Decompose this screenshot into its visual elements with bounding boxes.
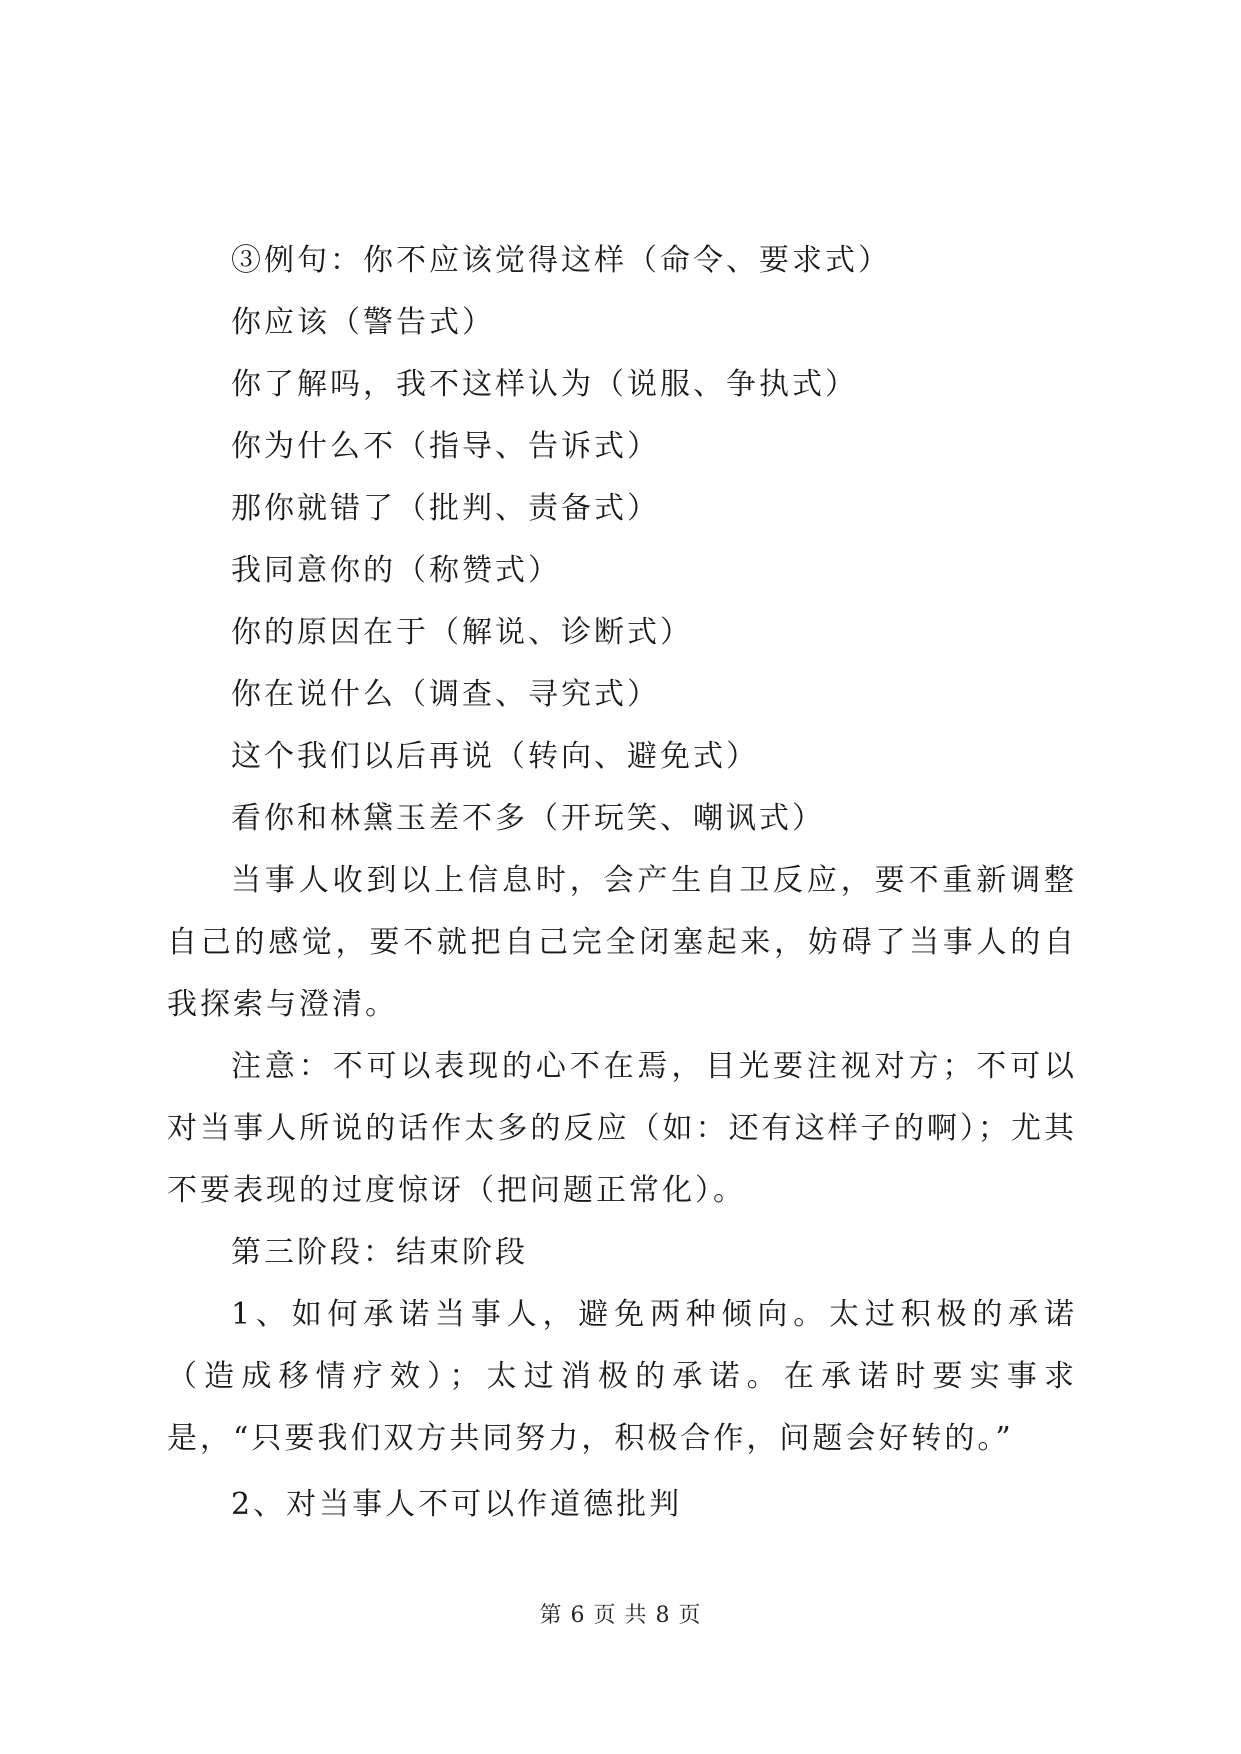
example-line: ③例句：你不应该觉得这样（命令、要求式） [231,243,891,278]
paragraph-defensive-reaction: 当事人收到以上信息时，会产生自卫反应，要不重新调整自己的感觉，要不就把自己完全闭塞起来，妨碍了当事人的自我探索与澄清。 [167,863,1077,1022]
example-line: 那你就错了（批判、责备式） [231,491,660,526]
paragraph-commitment: 1、如何承诺当事人，避免两种倾向。太过积极的承诺（造成移情疗效）；太过消极的承诺。在承诺时要实事求是，“只要我们双方共同努力，积极合作，问题会好转的。” [167,1297,1077,1456]
example-line: 我同意你的（称赞式） [231,553,561,588]
example-line: 看你和林黛玉差不多（开玩笑、嘲讽式） [231,801,825,836]
example-line: 你在说什么（调查、寻究式） [231,677,660,712]
example-line: 你为什么不（指导、告诉式） [231,429,660,464]
example-line: 你应该（警告式） [231,305,495,340]
paragraph-attention-note: 注意：不可以表现的心不在焉，目光要注视对方；不可以对当事人所说的话作太多的反应（如：还有这样子的啊）；尤其不要表现的过度惊讶（把问题正常化）。 [167,1049,1077,1208]
example-line: 这个我们以后再说（转向、避免式） [231,739,759,774]
document-body [167,230,1077,1536]
paragraph-no-moral-judgment: 2、对当事人不可以作道德批判 [231,1487,683,1522]
page-number-footer: 第 6 页 共 8 页 [539,1603,702,1628]
section-heading-stage-three: 第三阶段：结束阶段 [231,1235,528,1270]
example-line: 你了解吗，我不这样认为（说服、争执式） [231,367,858,402]
example-line: 你的原因在于（解说、诊断式） [231,615,693,650]
